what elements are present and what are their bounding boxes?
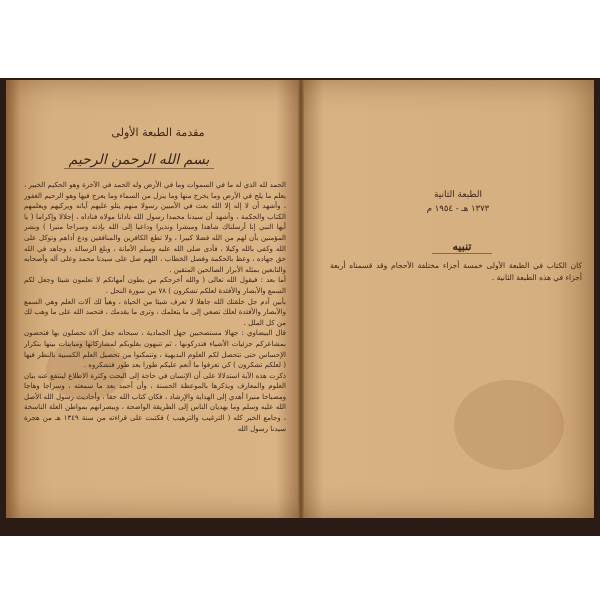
left-page (6, 80, 298, 518)
edition-label: الطبعة الثانية (433, 190, 483, 200)
right-page (304, 80, 594, 518)
paragraph: الحمد لله الذي له ما في السموات وما في الأرض وله الحمد في الآخرة وهو الحكيم الخبير ، يعلم ما يلج في الأرض وما يخرج منها وما ينزل من السماء وما يعرج فيها وهو الرحيم الغفور ، وأشهد أن لا إله إلا الله بعث في الأميين رسولا منهم يتلو عليهم آياته ويزكيهم ويعلمهم الكتاب والحكمة ، وأشهد أن سيدنا محمدا رسول الله نادانا مولاه فناداه ، إجلالا وإكراما ( يا أيها النبي إنا أرسلناك شاهدا ومبشرا ونذيرا وداعيا إلى الله بإذنه وسراجا منيرا ) وبشر المؤمنين بأن لهم من الله فضلا كبيرا ، ولا تطع الكافرين والمنافقين ودع أذاهم وتوكل على الله وكفى بالله وكيلا ، فأدى صلى الله عليه وسلم الأمانة ، وبلغ الرسالة ، وجاهد في الله حق جهاده ، وعظ بالحكمة وفصل الخطاب ، اللهم صل على سيدنا محمد وعلى آله وأصحابه والتابعين بمثله الأبرار الصالحين المتقين . (24, 181, 286, 274)
paragraph: أما بعد : فيقول الله تعالى ( والله أخرجكم من بطون أمهاتكم لا تعلمون شيئا وجعل لكم السمع والأبصار والأفئدة لعلكم تشكرون ) ٧٨ من سورة النحل . (24, 276, 286, 295)
edition-block (398, 188, 518, 216)
open-book (6, 80, 594, 518)
paragraph: ذكرت هذه الآية استدلالا على أن الإنسان في حاجة إلى البحث وكثرة الاطلاع لينتفع عنه بيان العلوم والمعارف ويذكرها بالموعظة الحسنة ، وأن أحمد بعد ما سمعته ، وسراجا وهاجا ومصباحا منيرا أهدي إلى الهداية والإرشاد ، فكان كتاب الله حقا ، وأحاديث رسول الله الأصل الله عليه وسلم وما يهديان الناس إلى الطريقة الواضحة ، ويبصرانهم بمواطن العلة الناسخة ، وجامع الخير كله ( الترغيب والترهيب ) فكتبت على قراءته من سنة ١٣٤٩ هـ من هجرة سيدنا رسول الله (24, 371, 286, 433)
paragraph: بأبين آدم جل خلقتك الله جاهلا لا تعرف شيئا من الحياة ، وهيأ لك آلات العلم وهي السمع والأبصار والأفئدة لعلك تصغي إلى ما يتعلمك ، وترى ما يقدمك ، فتحمد الله على ما وهب لك من كل الملل . (24, 297, 286, 327)
page-header: مقدمة الطبعة الأولى (111, 126, 205, 139)
paper-stain (454, 380, 564, 470)
edition-date: ١٣٧٣ هـ - ١٩٥٤ م (426, 204, 490, 214)
left-page-edge (6, 80, 20, 518)
notice-text: كان الكتاب في الطبعة الأولى خمسة أجزاء مختلفة الأحجام وقد قسمناه أربعة أجزاء في هذه الطبعة الثانية . (330, 261, 582, 282)
notice-title: تنبيه (432, 240, 492, 254)
paragraph: قال البيضاوي : جهالا مستصحبين جهل الجمادية ، سبحانه جعل آلاة تحصلون بها فتحصون بمشاعركم جزئيات الأشياء فتدركونها ، ثم تنبهون بقلوبكم لمشاركاتها ومباينات بينها بتكرار الإحساس حتى تتحصل لكم العلوم البديهية ، وتتمكنوا من تحصيل العلم الكسبية بالنظر فيها ( لعلكم تشكرون ) كي تعرفوا ما أنعم عليكم طورا بعد طور فتشكروه . (24, 329, 286, 370)
basmala-heading: بسم الله الرحمن الرحيم (64, 152, 214, 169)
body-text (24, 180, 286, 505)
